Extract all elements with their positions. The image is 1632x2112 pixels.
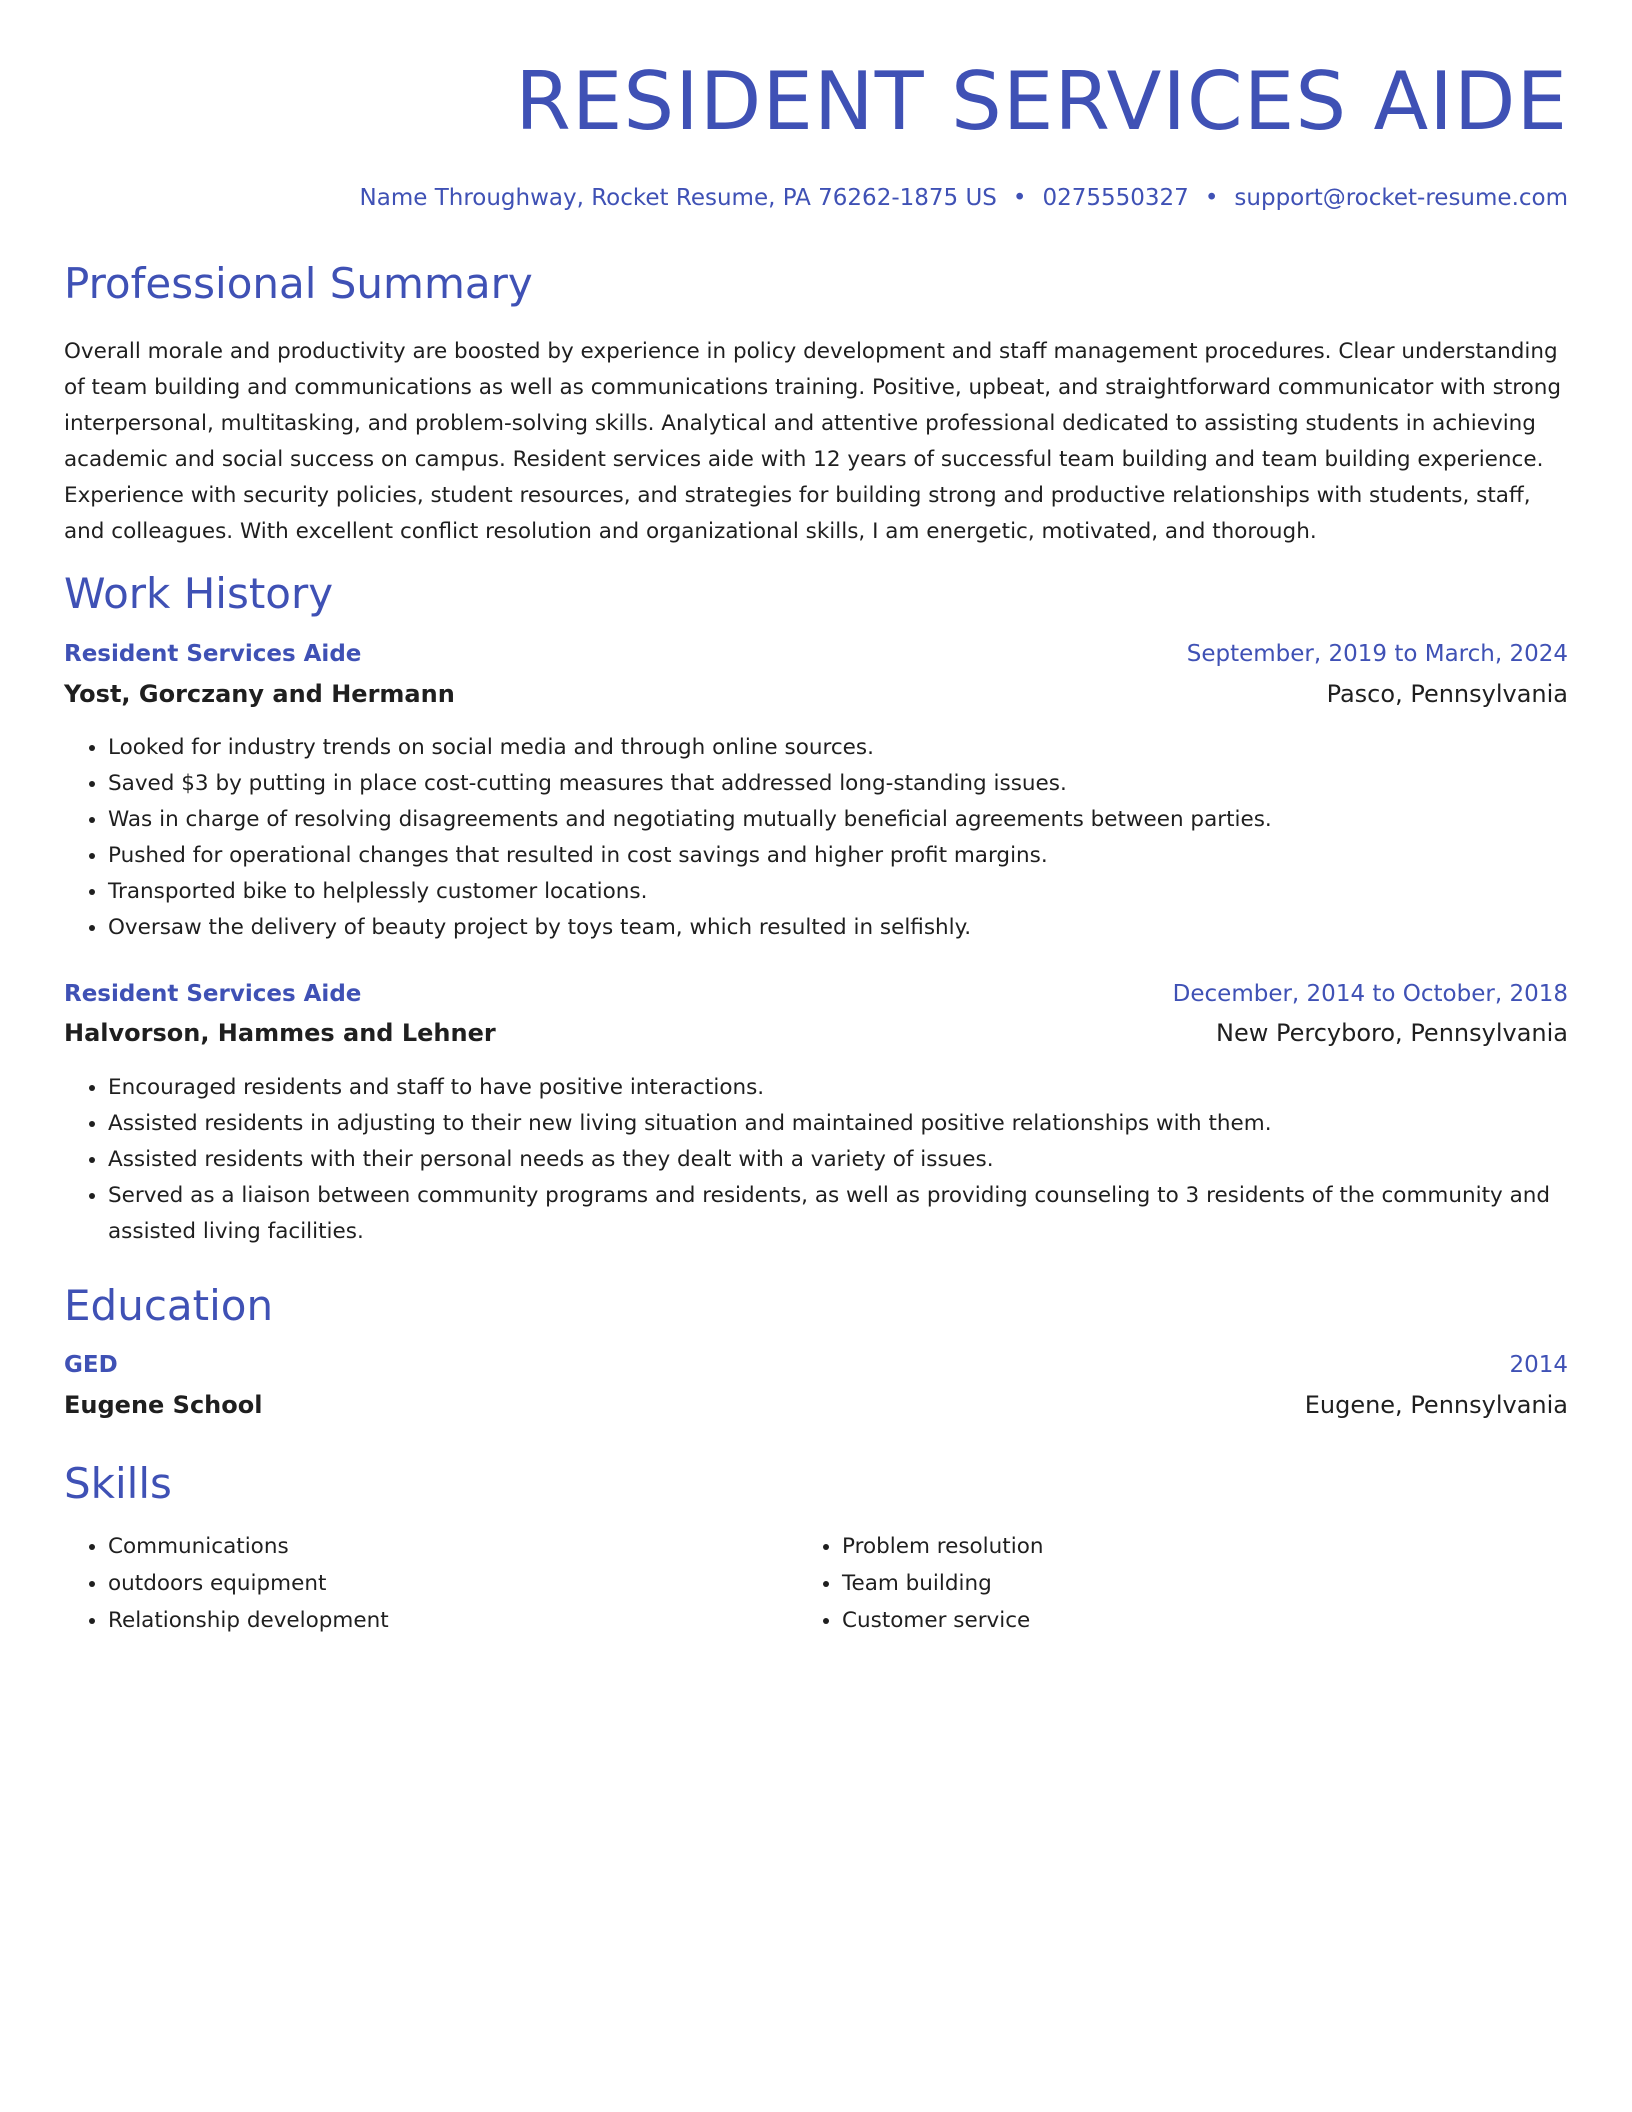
list-item: • Looked for industry trends on social media and through online sources. (108, 730, 1568, 766)
list-item: • Saved $3 by putting in place cost-cutting measures that addressed long-standing issues. (108, 766, 1568, 802)
skill-item: • Customer service (842, 1602, 1498, 1639)
education-degree: GED (64, 1352, 118, 1378)
contact-separator: • (1204, 185, 1219, 211)
skill-item: • Relationship development (108, 1602, 764, 1639)
contact-address: Name Throughway, Rocket Resume, PA 76262-1875 US (359, 185, 997, 211)
education-location: Eugene, Pennsylvania (1304, 1391, 1568, 1419)
list-item: • Oversaw the delivery of beauty project by toys team, which resulted in selfishly. (108, 910, 1568, 946)
list-item: • Assisted residents in adjusting to their new living situation and maintained positive relationships with them. (108, 1106, 1568, 1142)
education-school: Eugene School (64, 1391, 263, 1419)
list-item: • Encouraged residents and staff to have positive interactions. (108, 1070, 1568, 1106)
work-history-heading: Work History (64, 569, 334, 618)
job-2-header (64, 978, 1568, 1010)
job-employer: Halvorson, Hammes and Lehner (64, 1019, 496, 1047)
skill-item: • Communications (108, 1528, 764, 1565)
contact-phone: 0275550327 (1042, 185, 1189, 211)
skills-list-left (64, 1528, 764, 1639)
job-title: Resident Services Aide (64, 641, 362, 667)
list-item: • Served as a liaison between community programs and residents, as well as providing counseling to 3 residents of the community and assisted living facilities. (108, 1178, 1568, 1250)
summary-text: Overall morale and productivity are boosted by experience in policy development and staff management procedures. Clear understanding of team building and communications as well as communications training. Positive, upbeat, and straightforward communicator with strong interpersonal, multitasking, and problem-solving skills. Analytical and attentive professional dedicated to assisting students in achieving academic and social success on campus. Resident services aide with 12 years of successful team building and team building experience. Experience with security policies, student resources, and strategies for building strong and productive relationships with students, staff, and colleagues. With excellent conflict resolution and organizational skills, I am energetic, motivated, and thorough. (64, 339, 1562, 544)
job-dates: September, 2019 to March, 2024 (1186, 641, 1568, 667)
job-1-header (64, 638, 1568, 670)
education-year: 2014 (1509, 1352, 1568, 1378)
skills-list-right (798, 1528, 1498, 1639)
job-employer: Yost, Gorczany and Hermann (64, 680, 455, 708)
contact-separator: • (1012, 185, 1027, 211)
list-item: • Pushed for operational changes that resulted in cost savings and higher profit margins. (108, 838, 1568, 874)
contact-line (360, 182, 1568, 214)
contact-email[interactable]: support@rocket-resume.com (1234, 185, 1568, 211)
skill-item: • Problem resolution (842, 1528, 1498, 1565)
job-1-employer-row (64, 677, 1568, 711)
job-title: Resident Services Aide (64, 981, 362, 1007)
job-1-bullets (64, 730, 1568, 946)
job-location: New Percyboro, Pennsylvania (1216, 1019, 1568, 1047)
skill-item: • outdoors equipment (108, 1565, 764, 1602)
skills-heading: Skills (64, 1459, 172, 1508)
education-school-row (64, 1388, 1568, 1422)
list-item: • Assisted residents with their personal needs as they dealt with a variety of issues. (108, 1142, 1568, 1178)
job-2-bullets (64, 1070, 1568, 1250)
list-item: • Transported bike to helplessly customer locations. (108, 874, 1568, 910)
skill-item: • Team building (842, 1565, 1498, 1602)
job-dates: December, 2014 to October, 2018 (1172, 981, 1568, 1007)
resume-title: RESIDENT SERVICES AIDE (515, 55, 1568, 148)
job-2-employer-row (64, 1016, 1568, 1050)
education-header (64, 1349, 1568, 1381)
summary-heading: Professional Summary (64, 259, 533, 308)
education-heading: Education (64, 1281, 274, 1330)
job-location: Pasco, Pennsylvania (1326, 680, 1568, 708)
list-item: • Was in charge of resolving disagreements and negotiating mutually beneficial agreements between parties. (108, 802, 1568, 838)
